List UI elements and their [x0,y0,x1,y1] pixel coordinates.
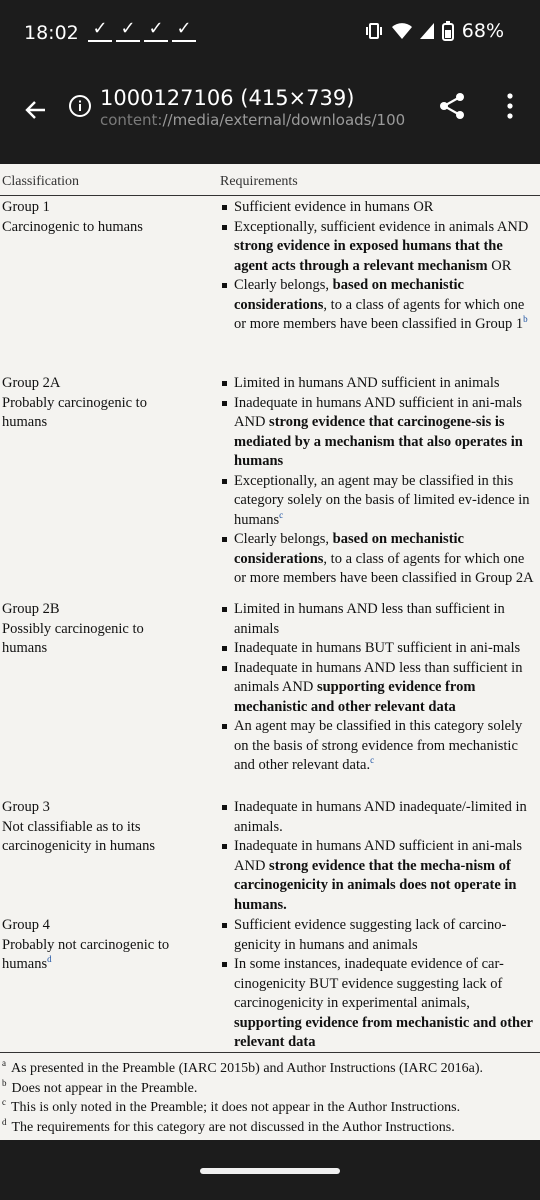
requirement-text: Exceptionally, an agent may be classified in this category solely on the basis of limited ev-idence in humans [234,472,530,528]
classification-line: Group 1 [2,199,50,215]
classification-cell [2,916,207,975]
requirement-bold-text: strong evidence in exposed humans that the agent acts through a relevant mechanism [234,238,503,274]
classification-line: carcinogenicity in humans [2,838,156,854]
vibrate-icon [364,21,384,41]
requirement-item [218,639,538,659]
classification-line: Group 3 [2,799,50,815]
back-button[interactable] [16,90,56,130]
footnote [2,1116,455,1137]
requirement-text: Inadequate in humans AND inadequate/-limited in animals. [234,799,527,835]
table-header [0,168,540,196]
requirement-item [218,218,538,277]
requirement-item [218,659,538,718]
classification-line: humans [2,414,48,430]
requirement-text: Sufficient evidence in humans OR [234,199,434,215]
requirement-text: Inadequate in humans BUT sufficient in ani-mals [234,640,521,656]
footnote-mark: b [2,1077,7,1088]
check-notification-icon: ✓ [88,20,112,42]
header-classification: Classification [2,174,79,189]
classification-line: Group 4 [2,917,50,933]
requirement-bold-text: based on mechanistic considerations [234,531,464,567]
footnote [2,1060,483,1078]
requirement-text: Sufficient evidence suggesting lack of carcino-genicity in humans and animals [234,917,507,953]
classification-line: Group 2A [2,375,61,391]
footnote-marker[interactable]: c [279,509,284,520]
status-time: 18:02 [24,22,79,44]
requirements-list [218,374,538,589]
requirement-item [218,374,538,394]
classification-cell [2,798,207,857]
requirement-text: An agent may be classified in this category solely on the basis of strong evidence from mechanistic and other relevant data. [234,718,523,773]
classification-line: Probably not carcinogenic to [2,936,170,953]
requirement-item [218,916,538,955]
requirement-item [218,955,538,1053]
classification-cell [2,374,207,433]
file-url [100,111,420,129]
classification-cell [2,600,207,659]
requirement-bold-text: strong evidence that the mecha-nism of carcinogenicity in animals does not operate in humans. [234,857,517,913]
requirement-text: Inadequate in humans AND sufficient in ani-mals AND [234,838,523,874]
requirement-item [218,472,538,531]
battery-percent: 68% [461,20,504,42]
status-right [364,20,504,42]
requirement-text: Inadequate in humans AND sufficient in ani-mals AND [234,394,523,430]
requirement-item [218,394,538,472]
footnote-marker[interactable]: d [47,954,52,965]
classification-cell [2,198,207,237]
footnote-mark: c [2,1097,6,1108]
requirement-text: , to a class of agents for which one or more members have been classified in Group 2A [234,550,534,586]
requirement-text: , to a class of agents for which one or more members have been classified in Group 1 [234,296,525,332]
requirement-item [218,798,538,837]
requirement-text: Limited in humans AND less than sufficient in animals [234,601,505,637]
footnote-text: Does not appear in the Preamble. [11,1080,198,1096]
classification-line: Not classifiable as to its [2,818,141,835]
url-path: //media/external/downloads/100 [162,111,406,129]
footnote-text: The requirements for this category are not discussed in the Author Instructions. [11,1119,455,1135]
navigation-bar [0,1140,540,1200]
footnote-mark: a [2,1058,6,1069]
requirements-list [218,198,538,335]
more-vert-icon [496,90,524,122]
file-title: 1000127106 (415×739) [100,86,355,110]
wifi-icon [392,22,412,40]
home-gesture-handle[interactable] [200,1168,340,1174]
check-notification-icon: ✓ [172,20,196,42]
footnote-mark: d [2,1116,7,1127]
classification-line: Group 2B [2,601,60,617]
requirement-item [218,600,538,639]
battery-icon [442,21,454,41]
requirement-item [218,717,538,776]
requirement-bold-text: supporting evidence from mechanistic and other relevant data [234,1014,533,1050]
notification-icons [88,20,196,42]
header-requirements: Requirements [220,174,298,189]
requirement-text: Clearly belongs, [234,277,333,293]
signal-icon [420,22,434,40]
requirement-item [218,530,538,589]
footnote [2,1077,198,1098]
footnote-marker[interactable]: c [370,755,375,766]
footnote [2,1099,460,1117]
requirement-bold-text: strong evidence that carcinogene-sis is mediated by a mechanism that also operates in humans [234,414,523,469]
requirements-list [218,798,538,915]
info-icon[interactable] [68,94,92,118]
requirement-text: Exceptionally, sufficient evidence in animals AND [234,218,529,235]
requirement-text: Inadequate in humans AND less than sufficient in animals AND [234,659,523,695]
footnote-text: As presented in the Preamble (IARC 2015b) and Author Instructions (IARC 2016a). [11,1061,484,1076]
requirement-item [218,198,538,218]
classification-line: humans [2,640,48,656]
requirements-list [218,600,538,776]
app-bar [0,68,540,164]
requirement-text: Limited in humans AND sufficient in animals [234,375,500,391]
back-arrow-icon [24,98,48,122]
check-notification-icon: ✓ [144,20,168,42]
requirement-text: Clearly belongs, [234,531,333,547]
requirement-text: OR [487,257,512,274]
requirement-bold-text: supporting evidence from mechanistic and other relevant data [234,679,476,715]
footnote-text: This is only noted in the Preamble; it does not appear in the Author Instructions. [11,1100,461,1115]
url-scheme: content: [100,111,163,129]
requirement-item [218,837,538,915]
requirement-bold-text: based on mechanistic considerations [234,277,464,313]
footnote-marker[interactable]: b [523,314,528,325]
classification-line: Probably carcinogenic to [2,394,147,411]
check-notification-icon: ✓ [116,20,140,42]
share-icon [436,90,468,122]
classification-line: humans$^d$ [2,954,52,972]
classification-line: Possibly carcinogenic to [2,620,144,637]
document-view[interactable] [0,164,540,1140]
requirements-list [218,916,538,1053]
classification-line: Carcinogenic to humans [2,218,143,235]
table-bottom-rule [0,1052,540,1053]
more-options-button[interactable] [496,90,524,126]
share-button[interactable] [436,90,472,126]
status-bar [0,0,540,68]
requirement-text: In some instances, inadequate evidence of car-cinogenicity BUT evidence suggesting lack of carcinogenicity in experimental animals, [234,956,504,1011]
requirement-item [218,276,538,335]
